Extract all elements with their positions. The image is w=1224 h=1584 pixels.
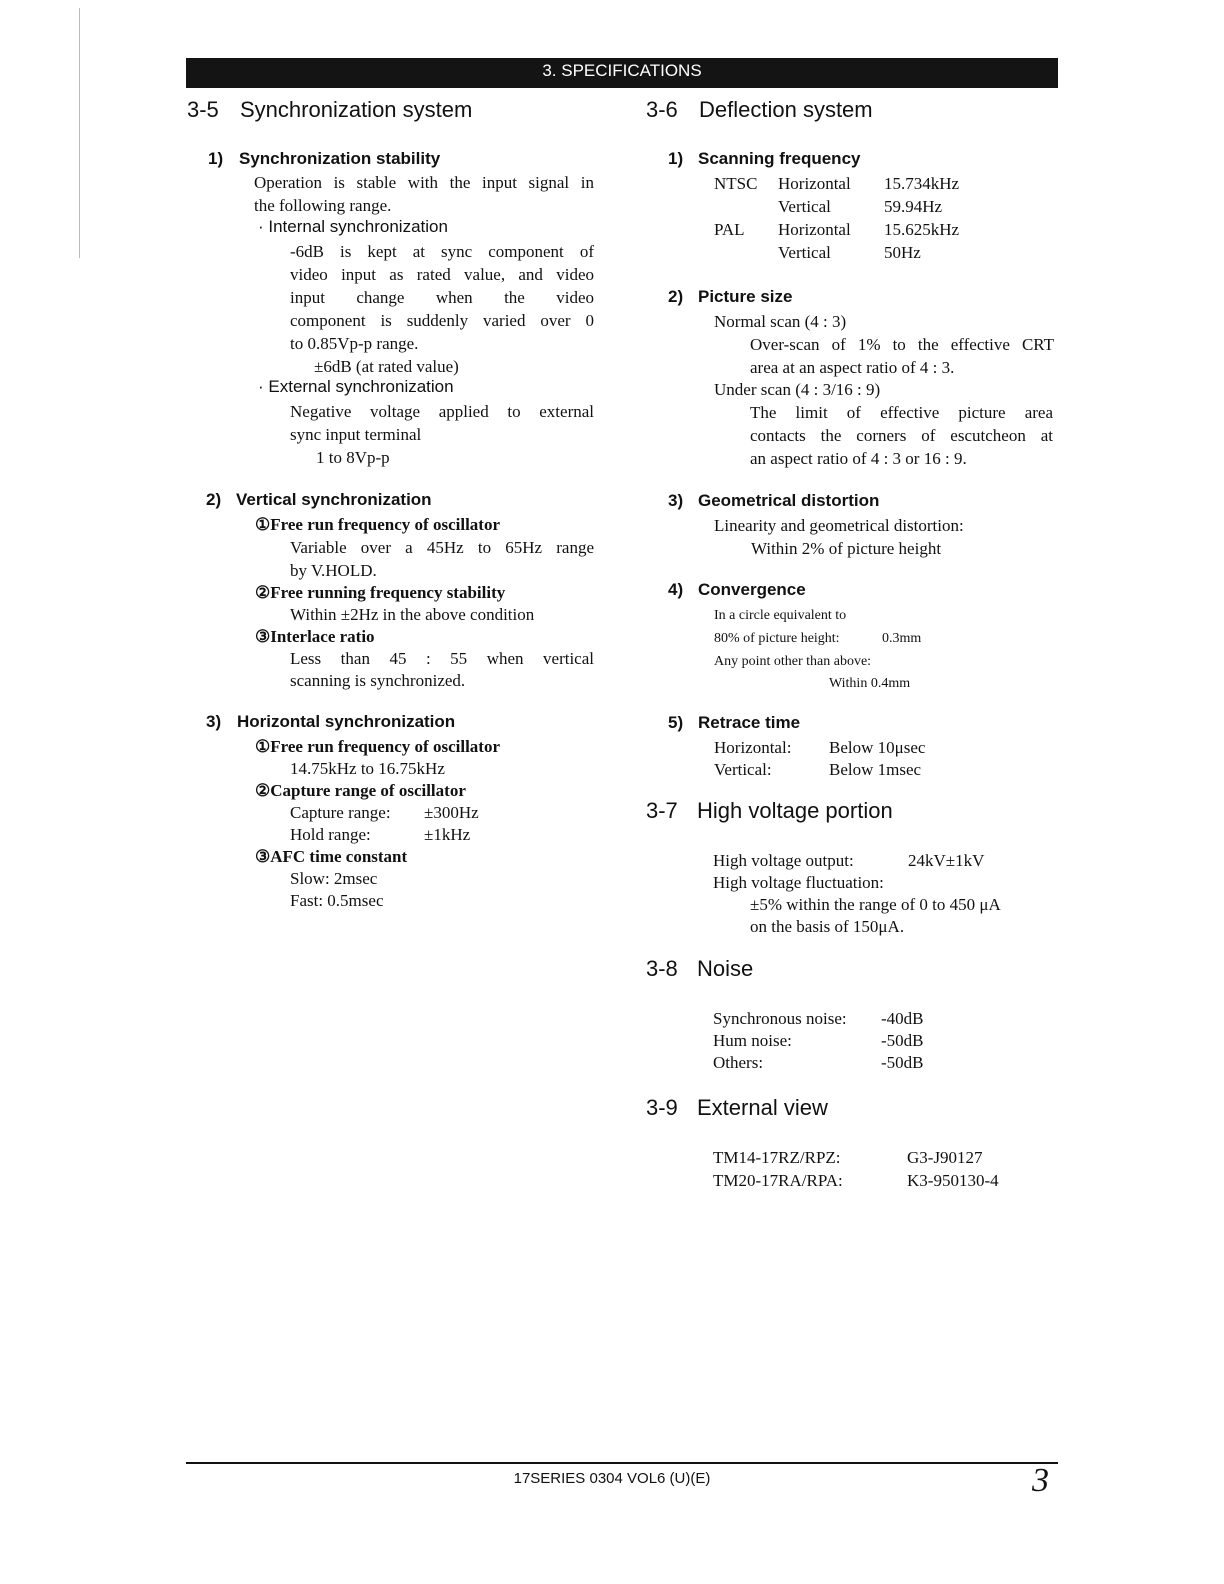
value-hv-output: 24kV±1kV — [908, 851, 985, 870]
label-noise: Synchronous noise: — [713, 1009, 847, 1028]
item-title-sync-stability: Synchronization stability — [239, 149, 441, 168]
item-title-picture-size: Picture size — [698, 287, 793, 306]
text-line: Over-scan of 1% to the effective CRT — [750, 335, 1054, 354]
value-line: ±6dB (at rated value) — [314, 357, 459, 376]
text-line: Linearity and geometrical distortion: — [714, 516, 964, 535]
text-line: the following range. — [254, 196, 392, 215]
item-number: 2) — [206, 490, 222, 509]
text-line: Any point other than above: — [714, 654, 872, 669]
item-number: 1) — [668, 149, 684, 168]
scan-direction: Vertical — [778, 197, 831, 216]
text-line: an aspect ratio of 4 : 3 or 16 : 9. — [750, 449, 967, 468]
label-noise: Hum noise: — [713, 1031, 792, 1050]
text-line: Fast: 0.5msec — [290, 891, 384, 910]
subheading-internal-sync: · Internal synchronization — [258, 217, 448, 236]
value-convergence-other: Within 0.4mm — [829, 676, 911, 691]
scan-system: NTSC — [714, 174, 758, 193]
footer-text: 17SERIES 0304 VOL6 (U)(E) — [513, 1470, 711, 1487]
model-drawing-number: G3-J90127 — [907, 1148, 983, 1167]
item-title-convergence: Convergence — [698, 580, 806, 599]
subitem-title: ②Free running frequency stability — [255, 583, 506, 602]
value-hold-range: ±1kHz — [424, 825, 471, 844]
text-line: by V.HOLD. — [290, 561, 377, 580]
item-number: 1) — [208, 149, 224, 168]
page-number: 3 — [1032, 1462, 1049, 1499]
footer-rule — [186, 1462, 1058, 1464]
scan-direction: Horizontal — [778, 220, 851, 239]
subitem-title: ①Free run frequency of oscillator — [255, 515, 501, 534]
section-title-synchronization: Synchronization system — [240, 97, 473, 122]
value-noise: -50dB — [881, 1053, 924, 1072]
text-line: video input as rated value, and video — [290, 265, 594, 284]
subitem-title: ①Free run frequency of oscillator — [255, 737, 501, 756]
item-title-geometrical-distortion: Geometrical distortion — [698, 491, 880, 510]
section-number-3-6: 3-6 — [646, 97, 678, 122]
section-title-deflection: Deflection system — [699, 97, 873, 122]
value-convergence-center: 0.3mm — [882, 631, 922, 646]
section-title-noise: Noise — [697, 956, 754, 981]
scan-direction: Horizontal — [778, 174, 851, 193]
item-number: 4) — [668, 580, 684, 599]
text-line: area at an aspect ratio of 4 : 3. — [750, 358, 955, 377]
item-title-vertical-sync: Vertical synchronization — [236, 490, 432, 509]
label-horizontal: Horizontal: — [714, 738, 792, 757]
value-capture-range: ±300Hz — [424, 803, 479, 822]
label-capture-range: Capture range: — [290, 803, 391, 822]
label-vertical: Vertical: — [714, 760, 772, 779]
text-line: ±5% within the range of 0 to 450 μA — [750, 895, 1001, 914]
model-label: TM14-17RZ/RPZ: — [713, 1148, 841, 1167]
text-line: sync input terminal — [290, 425, 422, 444]
item-number: 5) — [668, 713, 684, 732]
subitem-title: ③AFC time constant — [255, 847, 408, 866]
value-horizontal: Below 10μsec — [829, 738, 926, 757]
text-line: The limit of effective picture area — [750, 403, 1053, 422]
section-title-external-view: External view — [697, 1095, 828, 1120]
text-line: Operation is stable with the input signal in — [254, 173, 594, 192]
scan-value: 15.625kHz — [884, 220, 960, 239]
subitem-title: ②Capture range of oscillator — [255, 781, 466, 800]
margin-rule — [79, 8, 80, 258]
chapter-title: 3. SPECIFICATIONS — [542, 61, 702, 80]
text-line: -6dB is kept at sync component of — [290, 242, 594, 261]
item-number: 3) — [206, 712, 222, 731]
label-hv-fluctuation: High voltage fluctuation: — [713, 873, 884, 892]
item-title-horizontal-sync: Horizontal synchronization — [237, 712, 456, 731]
text-line: input change when the video — [290, 288, 594, 307]
subheading-external-sync: · External synchronization — [258, 377, 454, 396]
scan-value: 50Hz — [884, 243, 921, 262]
item-number: 3) — [668, 491, 684, 510]
item-number: 2) — [668, 287, 684, 306]
value-vertical: Below 1msec — [829, 760, 922, 779]
label-noise: Others: — [713, 1053, 764, 1072]
label-hv-output: High voltage output: — [713, 851, 854, 870]
text-line: to 0.85Vp-p range. — [290, 334, 419, 353]
text-line: Variable over a 45Hz to 65Hz range — [290, 538, 594, 557]
text-line: Less than 45 : 55 when vertical — [290, 649, 594, 668]
text-line: Negative voltage applied to external — [290, 402, 594, 421]
section-number-3-7: 3-7 — [646, 798, 678, 823]
chapter-header-bar — [186, 58, 1058, 88]
model-drawing-number: K3-950130-4 — [907, 1171, 999, 1190]
value-noise: -50dB — [881, 1031, 924, 1050]
text-line: In a circle equivalent to — [714, 608, 847, 623]
value-line: 1 to 8Vp-p — [316, 448, 390, 467]
section-number-3-8: 3-8 — [646, 956, 678, 981]
text-line: Under scan (4 : 3/16 : 9) — [714, 380, 881, 399]
text-line: 80% of picture height: — [714, 631, 840, 646]
text-line: component is suddenly varied over 0 — [290, 311, 594, 330]
text-line: Slow: 2msec — [290, 869, 378, 888]
text-line: on the basis of 150μA. — [750, 917, 905, 936]
scan-value: 59.94Hz — [884, 197, 943, 216]
subitem-title: ③Interlace ratio — [255, 627, 375, 646]
model-label: TM20-17RA/RPA: — [713, 1171, 843, 1190]
scan-system: PAL — [714, 220, 745, 239]
section-title-high-voltage: High voltage portion — [697, 798, 893, 823]
text-line: Within 2% of picture height — [751, 539, 942, 558]
text-line: Within ±2Hz in the above condition — [290, 605, 535, 624]
section-number-3-9: 3-9 — [646, 1095, 678, 1120]
section-number-3-5: 3-5 — [187, 97, 219, 122]
value-noise: -40dB — [881, 1009, 924, 1028]
scan-direction: Vertical — [778, 243, 831, 262]
item-title-retrace-time: Retrace time — [698, 713, 801, 732]
item-title-scanning-frequency: Scanning frequency — [698, 149, 861, 168]
text-line: 14.75kHz to 16.75kHz — [290, 759, 445, 778]
text-line: contacts the corners of escutcheon at — [750, 426, 1053, 445]
scan-value: 15.734kHz — [884, 174, 960, 193]
text-line: scanning is synchronized. — [290, 671, 466, 690]
text-line: Normal scan (4 : 3) — [714, 312, 847, 331]
label-hold-range: Hold range: — [290, 825, 371, 844]
